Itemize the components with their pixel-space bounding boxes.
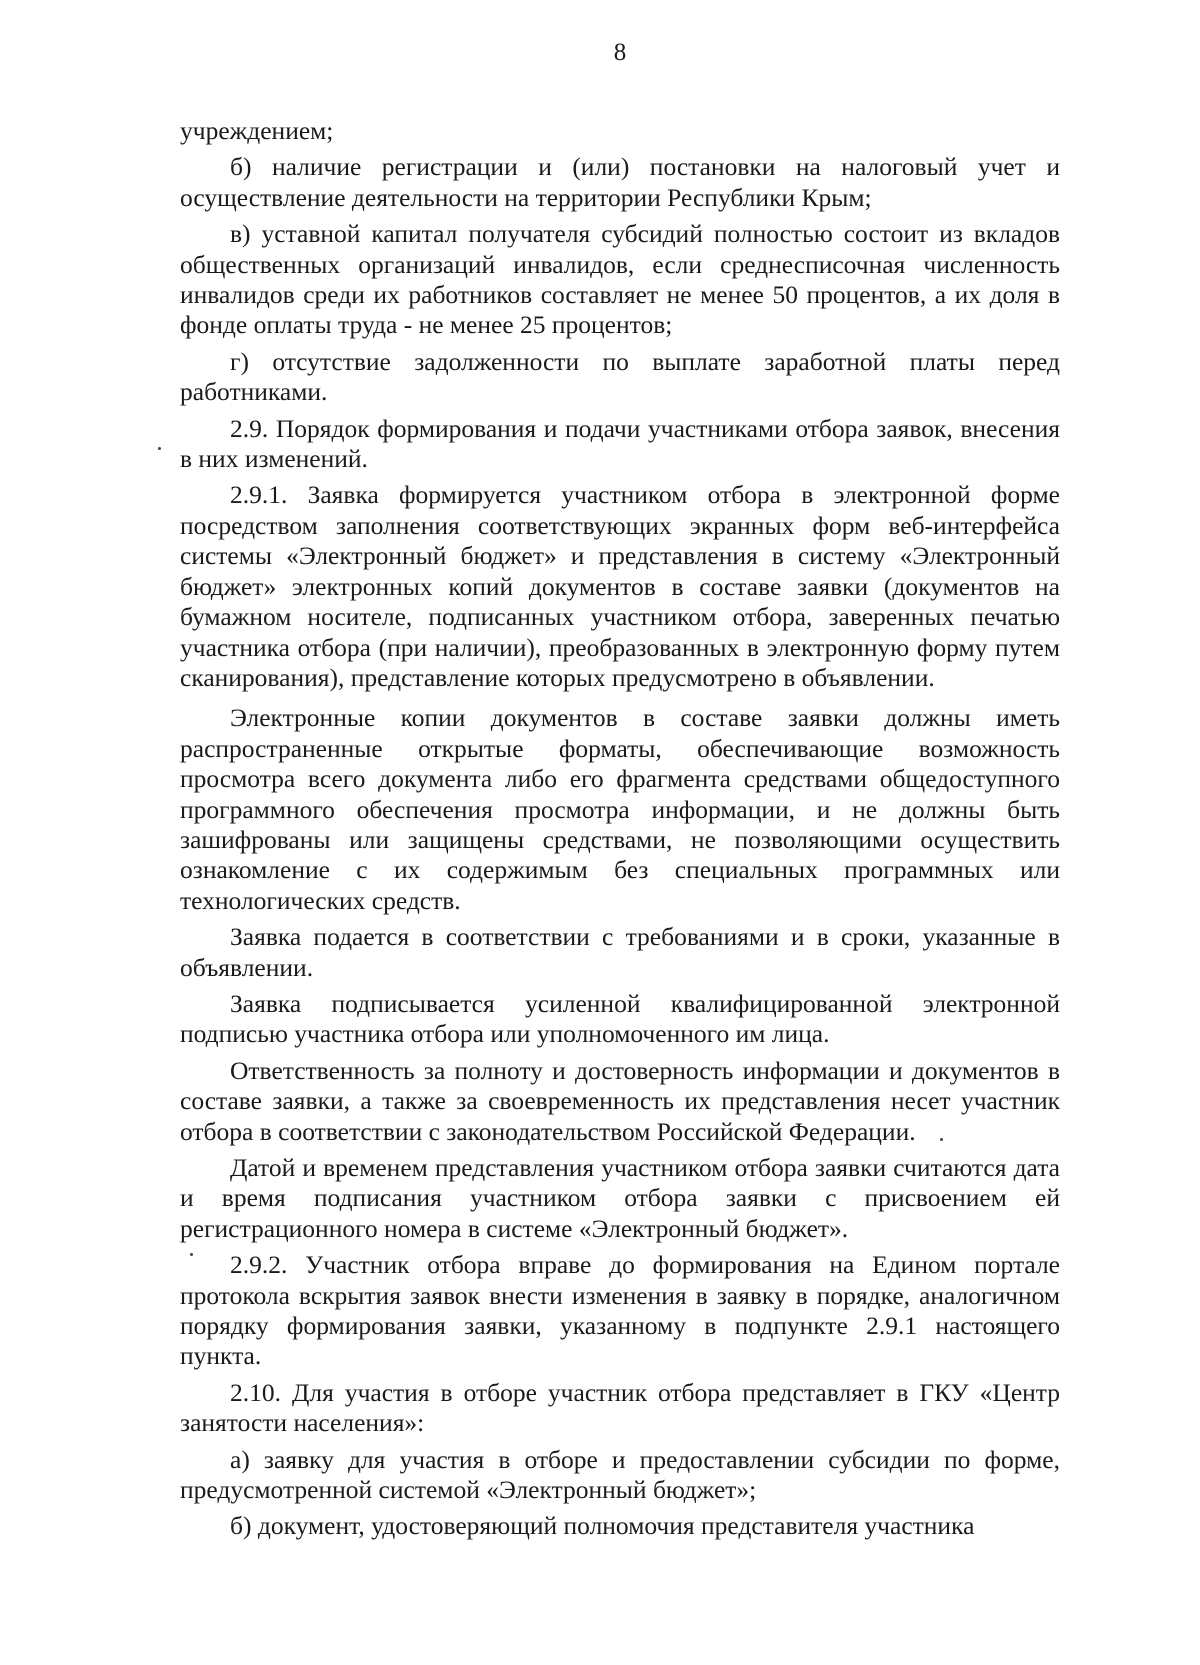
scan-artifact: [158, 447, 161, 450]
paragraph-continuation: учреждением;: [180, 116, 334, 145]
paragraph-section-2-9-1: 2.9.1. Заявка формируется участником отбора в электронной форме посредством заполнения соответствующих экранных форм веб-интерфейса системы «Электронный бюджет» и представления в систему «Электронный бюджет» электронных копий документов в составе заявки (документов на бумажном носителе, подписанных участником отбора, заверенных печатью участника отбора (при наличии), преобразованных в электронную форму путем сканирования), представление которых предусмотрено в объявлении.: [180, 480, 1060, 692]
paragraph-item-a: а) заявку для участия в отборе и предоставлении субсидии по форме, предусмотренной системой «Электронный бюджет»;: [180, 1444, 1060, 1505]
paragraph-item-b-document: б) документ, удостоверяющий полномочия представителя участника: [230, 1511, 975, 1541]
document-body: [180, 116, 1060, 1542]
paragraph-item-b: б) наличие регистрации и (или) постановки на налоговый учет и осуществление деятельности на территории Республики Крым;: [180, 152, 1060, 212]
scan-artifact: [190, 1253, 193, 1256]
page-number: 8: [613, 39, 627, 66]
paragraph-date-time: Датой и временем представления участником отбора заявки считаются дата и время подписания участником отбора заявки с присвоением ей регистрационного номера в системе «Электронный бюджет».: [180, 1153, 1060, 1243]
paragraph-signature: Заявка подписывается усиленной квалифицированной электронной подписью участника отбора или уполномоченного им лица.: [180, 988, 1060, 1049]
scan-artifact: [940, 1138, 943, 1141]
paragraph-electronic-copies: Электронные копии документов в составе заявки должны иметь распространенные открытые форматы, обеспечивающие возможность просмотра всего документа либо его фрагмента средствами общедоступного программного обеспечения просмотра информации, и не должны быть зашифрованы или защищены средствами, не позволяющими осуществить ознакомление с их содержимым без специальных программных или технологических средств.: [180, 703, 1060, 915]
paragraph-submission-terms: Заявка подается в соответствии с требованиями и в сроки, указанные в объявлении.: [180, 922, 1060, 982]
paragraph-section-2-9-2: 2.9.2. Участник отбора вправе до формирования на Едином портале протокола вскрытия заявок внести изменения в заявку в порядке, аналогичном порядку формирования заявки, указанному в подпункте 2.9.1 настоящего пункта.: [180, 1250, 1060, 1371]
paragraph-item-v: в) уставной капитал получателя субсидий полностью состоит из вкладов общественных организаций инвалидов, если среднесписочная численность инвалидов среди их работников составляет не менее 50 процентов, а их доля в фонде оплаты труда - не менее 25 процентов;: [180, 219, 1060, 340]
paragraph-item-g: г) отсутствие задолженности по выплате заработной платы перед работниками.: [180, 346, 1060, 407]
paragraph-section-2-10: 2.10. Для участия в отборе участник отбора представляет в ГКУ «Центр занятости населения»:: [180, 1377, 1060, 1438]
paragraph-section-2-9: 2.9. Порядок формирования и подачи участниками отбора заявок, внесения в них изменений.: [180, 413, 1060, 474]
paragraph-responsibility: Ответственность за полноту и достоверность информации и документов в составе заявки, а также за своевременность их представления несет участник отбора в соответствии с законодательством Российской Федерации.: [180, 1055, 1060, 1146]
